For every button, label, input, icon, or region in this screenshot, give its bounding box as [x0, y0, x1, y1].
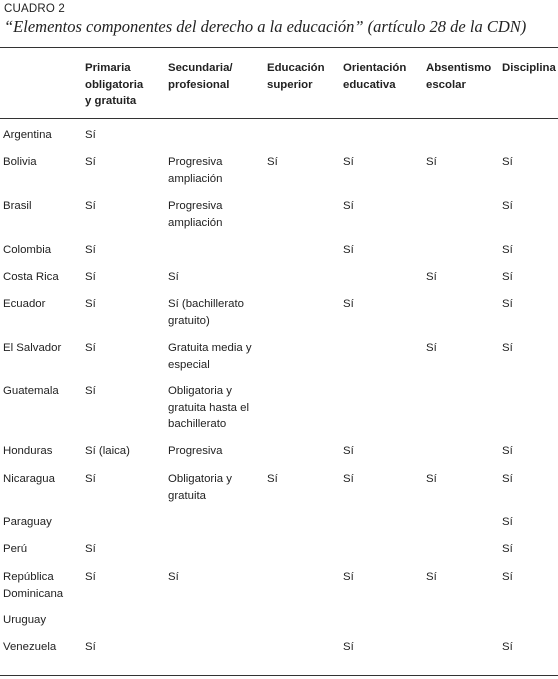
country-name: Guatemala: [3, 385, 59, 397]
country-name: República Dominicana: [3, 571, 64, 600]
country-name: Costa Rica: [3, 271, 59, 283]
country-name: Uruguay: [3, 614, 47, 626]
table-cell: Sí: [343, 473, 354, 485]
table-cell: Sí: [426, 271, 437, 283]
column-header: Absentismo escolar: [426, 62, 492, 91]
table-cell: Sí: [502, 571, 513, 583]
column-header: Educación superior: [267, 62, 325, 91]
country-name: Paraguay: [3, 516, 52, 528]
country-name: Perú: [3, 543, 28, 555]
table-cell: Progresiva: [168, 445, 223, 457]
table-cell: Sí: [85, 543, 96, 555]
table-label: CUADRO 2: [4, 3, 66, 15]
table-cell: Sí: [85, 342, 96, 354]
table-cell: Sí: [426, 473, 437, 485]
country-name: Honduras: [3, 445, 53, 457]
table-title: “Elementos componentes del derecho a la educación” (artículo 28 de la CDN): [4, 17, 527, 36]
country-name: Argentina: [3, 129, 52, 141]
table-cell: Gratuita media y especial: [168, 342, 252, 371]
country-name: El Salvador: [3, 342, 62, 354]
table-cell: Sí: [502, 200, 513, 212]
column-header: Primaria obligatoria y gratuita: [85, 62, 144, 107]
country-name: Colombia: [3, 244, 52, 256]
table-cell: Sí: [502, 543, 513, 555]
table-cell: Progresiva ampliación: [168, 200, 223, 229]
table-cell: Sí: [343, 641, 354, 653]
table-cell: Sí (bachillerato gratuito): [168, 298, 244, 327]
table-cell: Sí: [343, 200, 354, 212]
table-cell: Sí: [267, 473, 278, 485]
table-cell: Sí: [85, 571, 96, 583]
table-cell: Sí: [426, 156, 437, 168]
table-cell: Sí: [85, 641, 96, 653]
top-rule: [0, 47, 558, 48]
table-cell: Sí: [85, 244, 96, 256]
table-cell: Sí: [502, 271, 513, 283]
table-cell: Sí: [85, 129, 96, 141]
table-cell: Sí: [85, 156, 96, 168]
table-cell: Sí: [168, 571, 179, 583]
table-cell: Sí: [343, 445, 354, 457]
bottom-rule: [0, 675, 558, 676]
country-name: Brasil: [3, 200, 32, 212]
table-cell: Sí: [502, 473, 513, 485]
column-header: Orientación educativa: [343, 62, 407, 91]
table-cell: Sí: [502, 298, 513, 310]
table-cell: Sí (laica): [85, 445, 130, 457]
table-cell: Obligatoria y gratuita: [168, 473, 232, 502]
table-cell: Sí: [85, 271, 96, 283]
country-name: Nicaragua: [3, 473, 55, 485]
table-cell: Sí: [502, 156, 513, 168]
table-cell: Obligatoria y gratuita hasta el bachillerato: [168, 385, 250, 430]
table-cell: Sí: [343, 571, 354, 583]
table-cell: Sí: [85, 473, 96, 485]
table-cell: Sí: [426, 342, 437, 354]
table-cell: Sí: [85, 298, 96, 310]
table-cell: Sí: [502, 445, 513, 457]
table-cell: Sí: [343, 244, 354, 256]
table-cell: Sí: [502, 342, 513, 354]
table-cell: Sí: [502, 641, 513, 653]
table-cell: Sí: [85, 385, 96, 397]
table-cell: Sí: [502, 516, 513, 528]
table-cell: Progresiva ampliación: [168, 156, 223, 185]
table-cell: Sí: [168, 271, 179, 283]
table-cell: Sí: [426, 571, 437, 583]
table-cell: Sí: [343, 156, 354, 168]
country-name: Bolivia: [3, 156, 37, 168]
table-cell: Sí: [343, 298, 354, 310]
table-cell: Sí: [267, 156, 278, 168]
table-cell: Sí: [502, 244, 513, 256]
column-header: Secundaria/ profesional: [168, 62, 233, 91]
column-header: Disciplina: [502, 62, 556, 74]
country-name: Venezuela: [3, 641, 57, 653]
country-name: Ecuador: [3, 298, 46, 310]
header-rule: [0, 118, 558, 119]
table-cell: Sí: [85, 200, 96, 212]
